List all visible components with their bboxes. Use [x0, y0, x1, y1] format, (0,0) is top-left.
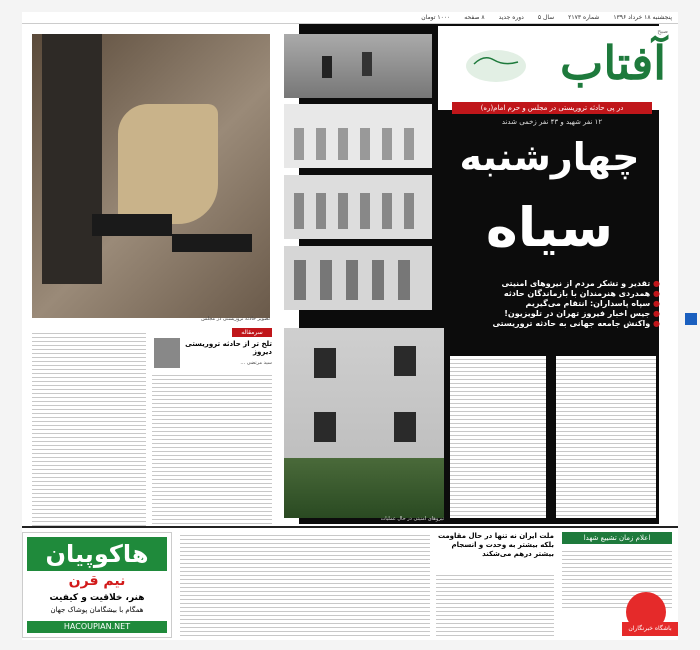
bullet-text: واکنش جامعه جهانی به حادثه تروریستی: [492, 319, 651, 328]
bullet-item: ● همدردی هنرمندان با بازماندگان حادثه: [503, 289, 660, 298]
date-item: شماره ۲۱۷۳: [568, 14, 600, 21]
headline-kicker: در پی حادثه تروریستی در مجلس و حرم امام(ره): [452, 102, 652, 114]
photo-main-victim: [32, 34, 270, 318]
editorial-header: [152, 328, 272, 370]
watermark-badge: [622, 592, 678, 638]
world-map-icon: [464, 46, 528, 86]
date-item: سال ۵: [537, 14, 555, 21]
date-bar: [22, 12, 678, 24]
ad-slogan: هنر، خلاقیت و کیفیت: [49, 593, 145, 603]
advertisement: [22, 532, 172, 638]
masthead-tagline: صبح: [657, 28, 668, 35]
section-divider: [22, 526, 678, 528]
photo-caption: نیروهای امنیتی در حال عملیات: [380, 516, 444, 522]
photo-building-window: [284, 104, 432, 168]
bottom-text-columns: [180, 532, 430, 638]
bullet-text: سپاه پاسداران: انتقام می‌گیریم: [525, 299, 651, 308]
ad-brand: هاکوپیان: [27, 537, 167, 571]
section-label: سرمقاله: [232, 328, 272, 337]
photo-window-climb: [284, 246, 432, 310]
editorial-text-column: [32, 330, 146, 526]
ad-url: HACOUPIAN.NET: [27, 621, 167, 633]
photo-street-running: [284, 34, 432, 98]
page-edge-marker: [685, 313, 697, 325]
bottom-story-title: ملت ایران نه تنها در حال مقاومت بلکه بیشتر به وحدت و انسجام بیشتر درهم می‌شکند: [436, 532, 554, 568]
date-item: پنجشنبه ۱۸ خرداد ۱۳۹۶: [613, 14, 672, 21]
bullet-text: همدردی هنرمندان با بازماندگان حادثه: [503, 289, 651, 298]
photo-caption: تصویر حادثه تروریستی در مجلس: [201, 316, 270, 322]
editorial-text-column: [152, 372, 272, 526]
headline-line-1: چهارشنبه: [459, 135, 640, 179]
editorial-title: تلخ تر از حادثه تروریستی دیروز: [185, 340, 272, 356]
newspaper-front-page: [22, 12, 678, 640]
headline-bullet-list: [444, 278, 660, 354]
author-photo: [154, 338, 180, 368]
bullet-item: ● جیس اخبار فیروز تهران در تلویزیون!: [504, 309, 660, 318]
editorial-author: سید مرتضی ...: [240, 360, 272, 366]
bullet-item: ● واکنش جامعه جهانی به حادثه تروریستی: [492, 319, 660, 328]
lead-story-text-column: [556, 356, 656, 518]
bullet-text: تقدیر و تشکر مردم از نیروهای امنیتی: [501, 279, 651, 288]
masthead-logo: آفتاب: [560, 36, 666, 90]
lead-story-text-column: [450, 356, 546, 518]
bullet-text: جیس اخبار فیروز تهران در تلویزیون!: [504, 309, 651, 318]
photo-building-large: [284, 328, 444, 518]
headline-line-2: سیاه: [485, 196, 614, 259]
date-item: ۸ صفحه: [464, 14, 485, 21]
headline-subkicker: ۱۲ نفر شهید و ۴۳ نفر زخمی شدند: [501, 118, 603, 126]
bullet-item: ● تقدیر و تشکر مردم از نیروهای امنیتی: [501, 279, 660, 288]
bottom-story-text: [436, 572, 554, 638]
ad-offer: نیم قرن: [68, 573, 126, 589]
bullet-item: ● سپاه پاسداران: انتقام می‌گیریم: [525, 299, 660, 308]
masthead: [438, 26, 676, 110]
badge-text: باشگاه خبرنگاران: [622, 622, 678, 636]
ad-slogan-secondary: همگام با بیشگامان پوشاک جهان: [50, 606, 144, 614]
bottom-right-title: اعلام زمان تشییع شهدا: [562, 532, 672, 544]
date-item: دوره جدید: [498, 14, 524, 21]
photo-window-rescue: [284, 175, 432, 239]
date-item: ۱۰۰۰ تومان: [421, 14, 451, 21]
